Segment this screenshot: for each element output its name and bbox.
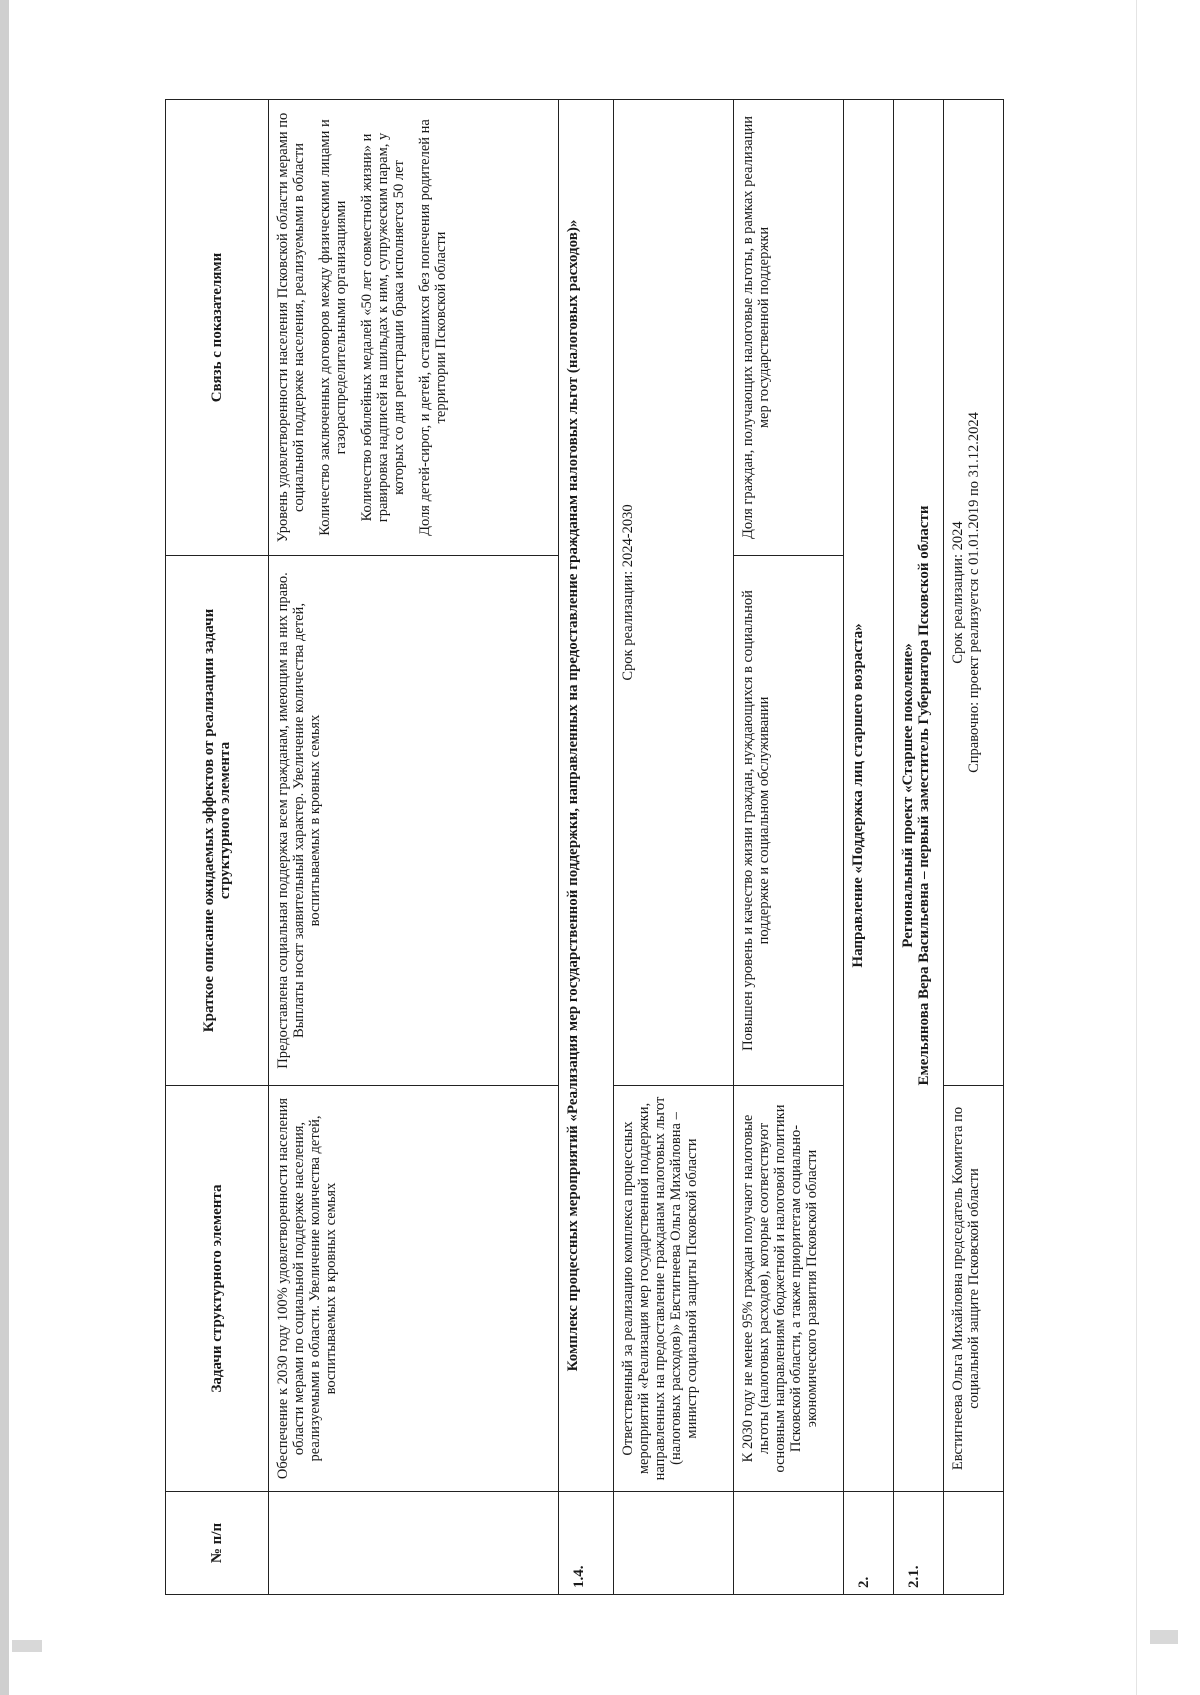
task: К 2030 году не менее 95% граждан получают налоговые льготы (налоговых расходов), которые соответствуют основным направлениям бюджетной и налоговой политики Псковской области, а также приоритетам социально-экономического развития Псковской области (734, 1086, 844, 1492)
row1-num (269, 1492, 559, 1595)
row1-links (269, 100, 559, 556)
link-item: Количество заключенных договоров между физическими лицами и газораспределительными организациями (317, 119, 349, 536)
responsible-person: Евстигнеева Ольга Михайловна председатель Комитета по социальной защите Псковской области (944, 1086, 1004, 1492)
header-tasks: Задачи структурного элемента (166, 1086, 269, 1492)
responsible-person: Ответственный за реализацию комплекса процессных мероприятий «Реализация мер государственной поддержки, направленных на предоставление гражданам налоговых льгот (налоговых расходов)» Евстигнеева Ольга Михайловна – министр социальной защиты Псковской области (614, 1086, 734, 1492)
term: Срок реализации: 2024-2030 (614, 100, 734, 1086)
table-row (614, 100, 734, 1595)
header-num: № п/п (166, 1492, 269, 1595)
section-title: Комплекс процессных мероприятий «Реализация мер государственной поддержки, направленных на предоставление гражданам налоговых льгот (налоговых расходов)» (559, 100, 614, 1492)
structural-elements-table (165, 99, 1004, 1595)
effect: Повышен уровень и качество жизни граждан, нуждающихся в социальной поддержке и социальном обслуживании (734, 556, 844, 1086)
table-row (269, 100, 559, 1595)
section-title (894, 100, 944, 1492)
row1-task: Обеспечение к 2030 году 100% удовлетворенности населения области мерами по социальной поддержке населения, реализуемыми в области. Увеличение количества детей, воспитываемых в кровных семьях (269, 1086, 559, 1492)
link-item: Уровень удовлетворенности населения Псковской области мерами по социальной поддержке населения, реализуемыми в области (275, 112, 307, 543)
link-item: Доля детей-сирот, и детей, оставшихся без попечения родителей на территории Псковской области (417, 119, 449, 536)
scan-noise (1150, 1630, 1178, 1644)
section-row (844, 100, 894, 1595)
table-row (734, 100, 844, 1595)
row-num (944, 1492, 1004, 1595)
section-row (559, 100, 614, 1595)
scan-left-edge (0, 0, 9, 1695)
term-cell (944, 100, 1004, 1086)
scan-right-edge (1136, 0, 1137, 1695)
term-note: Справочно: проект реализуется с 01.01.2019 по 31.12.2024 (966, 412, 982, 773)
section-num: 1.4. (559, 1492, 614, 1595)
term: Срок реализации: 2024 (950, 521, 966, 664)
project-curator: Емельянова Вера Васильевна – первый заместитель Губернатора Псковской области (916, 505, 932, 1086)
table-row (944, 100, 1004, 1595)
project-title: Региональный проект «Старшее поколение» (900, 643, 916, 948)
row-num (734, 1492, 844, 1595)
section-row (894, 100, 944, 1595)
rotated-page (165, 100, 1095, 1595)
header-links: Связь с показателями (166, 100, 269, 556)
table-header-row (166, 100, 269, 1595)
row-num (614, 1492, 734, 1595)
section-title: Направление «Поддержка лиц старшего возраста» (844, 100, 894, 1492)
scan-noise (12, 1640, 42, 1652)
row1-effect: Предоставлена социальная поддержка всем гражданам, имеющим на них право. Выплаты носят заявительный характер. Увеличение количества детей, воспитываемых в кровных семьях (269, 556, 559, 1086)
link-item: Количество юбилейных медалей «50 лет совместной жизни» и гравировка надписей на шильдах к ним, супружеским парам, у которых со дня регистрации брака исполняется 50 лет (359, 132, 407, 523)
link: Доля граждан, получающих налоговые льготы, в рамках реализации мер государственной поддержки (734, 100, 844, 556)
section-num: 2.1. (894, 1492, 944, 1595)
section-num: 2. (844, 1492, 894, 1595)
header-effects: Краткое описание ожидаемых эффектов от реализации задачи структурного элемента (166, 556, 269, 1086)
